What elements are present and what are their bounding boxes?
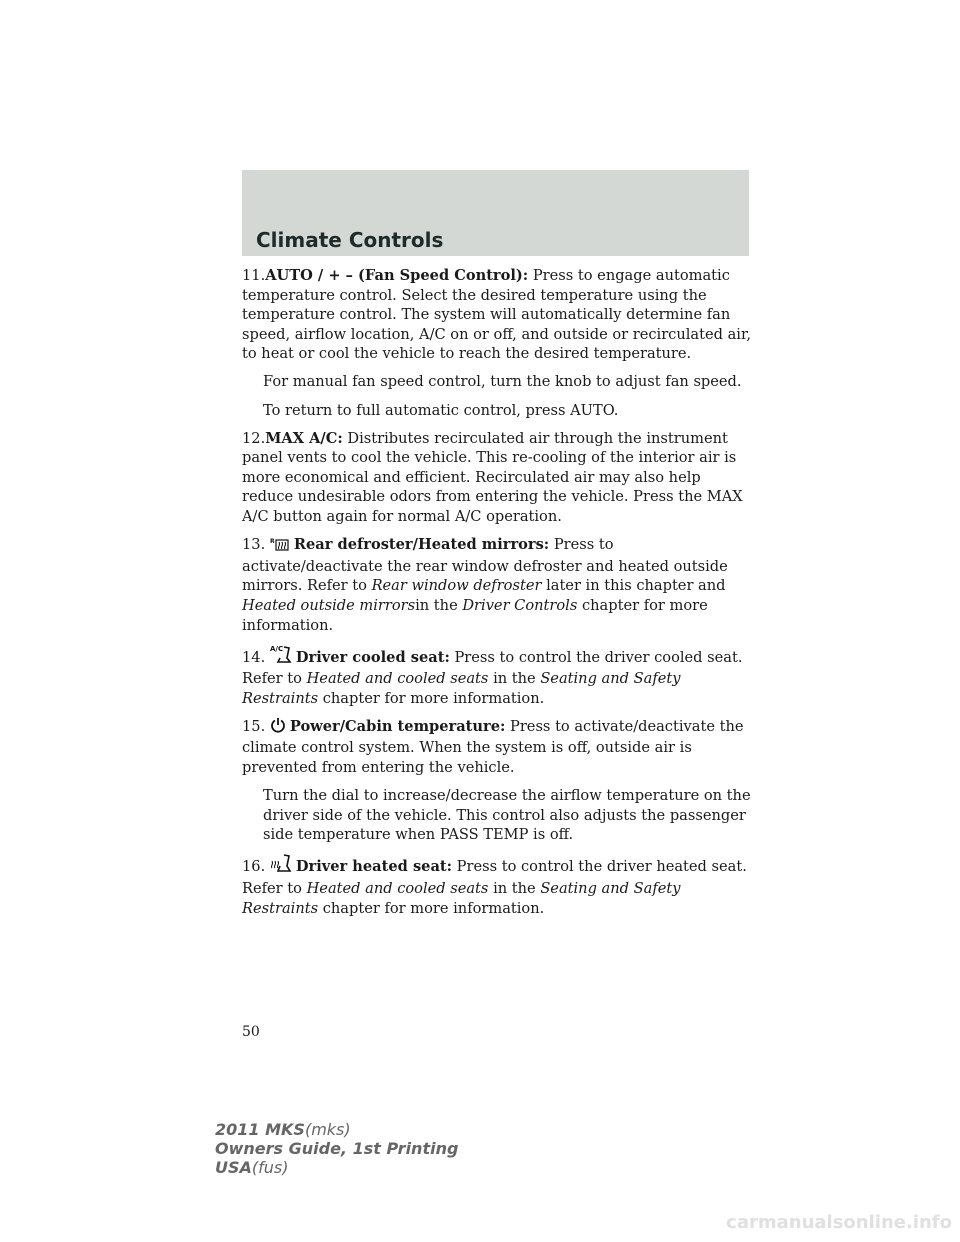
item-14: 14. A/C Driver cooled seat: Press to control the driver cooled seat. Refer to Heated and cooled seats in the Seating and Safety Restraints chapter for more information. <box>242 644 743 707</box>
ref-driver-controls: Driver Controls <box>462 596 578 614</box>
item-13: 13. R Rear defroster/Heated mirrors: Press to activate/deactivate the rear window defroster and heated outside mirrors. Refer to Rear window defroster later in this chapter and Heated outside mirrorsin the Driver Controls chapter for more information. <box>242 536 728 634</box>
item-14-term: Driver cooled seat: <box>295 648 450 666</box>
footer-model-line: 2011 MKS(mks) <box>215 1120 351 1139</box>
rear-defroster-icon <box>270 537 290 557</box>
item-13-term: Rear defroster/Heated mirrors: <box>293 536 550 554</box>
item-12: 12.MAX A/C: Distributes recirculated air through the instrument panel vents to cool the vehicle. This re-cooling of the interior air is more economical and efficient. Recirculated air may also help reduce undesirable odors from entering the vehicle. Press the MAX A/C button again for normal A/C operation. <box>242 429 743 526</box>
svg-text:R: R <box>269 538 275 546</box>
footer-guide-line: Owners Guide, 1st Printing <box>215 1139 459 1158</box>
ref-rear-window-defroster: Rear window defroster <box>371 577 542 595</box>
item-15-sub-1: Turn the dial to increase/decrease the airflow temperature on the driver side of the vehicle. This control also adjusts the passenger side temperature when PASS TEMP is off. <box>263 787 751 844</box>
item-11-sub-2: To return to full automatic control, press AUTO. <box>263 401 619 419</box>
page-content <box>242 266 754 927</box>
power-icon <box>270 717 286 739</box>
ref-heated-outside-mirrors: Heated outside mirrors <box>242 596 416 614</box>
item-12-term: MAX A/C: <box>265 429 343 447</box>
svg-text:A/C: A/C <box>269 644 283 653</box>
item-15: 15. Power/Cabin temperature: Press to activate/deactivate the climate control system. When the system is off, outside air is prevented from entering the vehicle. <box>242 717 744 777</box>
item-15-term: Power/Cabin temperature: <box>289 717 506 735</box>
section-header <box>242 170 749 256</box>
ref-seating-safety: Seating and Safety Restraints <box>242 670 681 707</box>
ref-heated-cooled-seats: Heated and cooled seats <box>306 670 489 688</box>
item-11-sub-1: For manual fan speed control, turn the knob to adjust fan speed. <box>263 373 742 391</box>
item-11-term: AUTO / + – (Fan Speed Control): <box>265 267 529 284</box>
watermark: carmanualsonline.info <box>726 1212 952 1233</box>
item-11: 11.AUTO / + – (Fan Speed Control): Press to engage automatic temperature control. Select the desired temperature using the temperature control. The system will automatically determine fan speed, airflow location, A/C on or off, and outside or recirculated air, to heat or cool the vehicle to reach the desired temperature. <box>242 267 751 363</box>
footer-region-line: USA(fus) <box>215 1158 289 1177</box>
item-16: 16. Driver heated seat: Press to control the driver heated seat. Refer to Heated and cooled seats in the Seating and Safety Restraints chapter for more information. <box>242 853 754 918</box>
cooled-seat-icon <box>270 644 292 670</box>
section-title: Climate Controls <box>256 228 444 252</box>
ref-seating-safety-2: Seating and Safety Restraints <box>242 880 681 917</box>
heated-seat-icon <box>270 853 292 879</box>
ref-heated-cooled-seats-2: Heated and cooled seats <box>306 880 489 898</box>
item-16-term: Driver heated seat: <box>295 858 453 876</box>
footer <box>215 1120 458 1177</box>
page-number: 50 <box>242 1024 260 1040</box>
